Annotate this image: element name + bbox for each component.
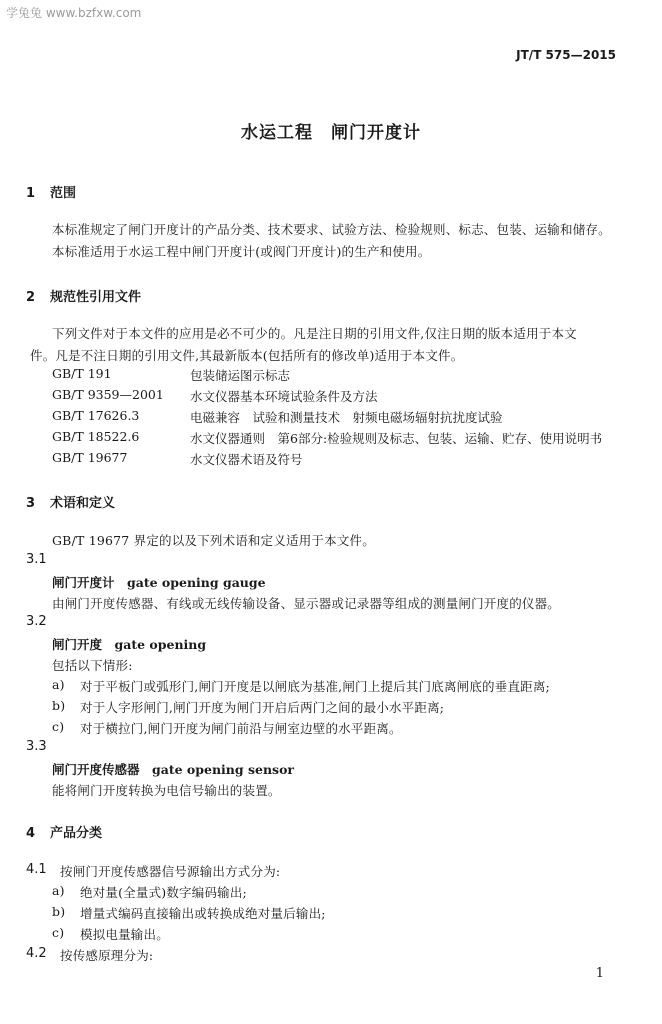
term-heading: 闸门开度传感器 gate opening sensor xyxy=(52,762,295,777)
section-2-paragraph-line-1: 下列文件对于本文件的应用是必不可少的。凡是注日期的引用文件,仅注日期的版本适用于本文 xyxy=(52,326,577,341)
list-item-text: 模拟电量输出。 xyxy=(80,927,169,942)
list-item-mark: b) xyxy=(52,698,66,713)
clause-text: 按传感原理分为: xyxy=(60,948,154,963)
clause-number: 4.2 xyxy=(26,946,47,961)
section-4-heading xyxy=(26,822,102,841)
term-definition: 能将闸门开度转换为电信号输出的装置。 xyxy=(52,783,281,798)
section-title: 范围 xyxy=(50,186,77,201)
reference-title: 水文仪器基本环境试验条件及方法 xyxy=(190,389,378,404)
reference-code: GB/T 19677 xyxy=(52,450,128,465)
reference-code: GB/T 17626.3 xyxy=(52,408,140,423)
list-item-text: 对于平板门或弧形门,闸门开度是以闸底为基准,闸门上提后其门底离闸底的垂直距离; xyxy=(80,679,550,694)
term-heading: 闸门开度计 gate opening gauge xyxy=(52,575,266,590)
reference-title: 包装储运图示标志 xyxy=(190,368,291,383)
reference-title: 水文仪器术语及符号 xyxy=(190,452,303,467)
section-title: 产品分类 xyxy=(50,826,103,841)
list-item-mark: b) xyxy=(52,904,66,919)
term-heading: 闸门开度 gate opening xyxy=(52,637,207,652)
watermark: 学兔兔 www.bzfxw.com xyxy=(6,6,142,20)
list-item-mark: c) xyxy=(52,925,65,940)
page-number: 1 xyxy=(595,966,604,981)
clause-number: 3.1 xyxy=(26,552,47,567)
section-title: 术语和定义 xyxy=(50,496,116,511)
clause-number: 4.1 xyxy=(26,862,47,877)
list-item-text: 绝对量(全量式)数字编码输出; xyxy=(80,885,247,900)
section-3-intro: GB/T 19677 界定的以及下列术语和定义适用于本文件。 xyxy=(52,533,375,548)
reference-title: 电磁兼容 试验和测量技术 射频电磁场辐射抗扰度试验 xyxy=(190,410,503,425)
reference-code: GB/T 191 xyxy=(52,366,112,381)
section-2-paragraph-line-2: 件。凡是不注日期的引用文件,其最新版本(包括所有的修改单)适用于本文件。 xyxy=(30,348,464,363)
section-1-paragraph-1: 本标准规定了闸门开度计的产品分类、技术要求、试验方法、检验规则、标志、包装、运输和储存。 xyxy=(52,222,611,237)
section-1-heading xyxy=(26,182,76,201)
term-definition: 包括以下情形: xyxy=(52,658,133,673)
reference-code: GB/T 18522.6 xyxy=(52,429,140,444)
reference-title: 水文仪器通则 第6部分:检验规则及标志、包装、运输、贮存、使用说明书 xyxy=(190,431,603,446)
list-item-mark: c) xyxy=(52,719,65,734)
reference-code: GB/T 9359—2001 xyxy=(52,387,164,402)
term-definition: 由闸门开度传感器、有线或无线传输设备、显示器或记录器等组成的测量闸门开度的仪器。 xyxy=(52,596,561,611)
section-2-heading xyxy=(26,286,141,305)
clause-text: 按闸门开度传感器信号源输出方式分为: xyxy=(60,864,281,879)
standard-code: JT/T 575—2015 xyxy=(516,48,616,62)
list-item-text: 增量式编码直接输出或转换成绝对量后输出; xyxy=(80,906,326,921)
list-item-mark: a) xyxy=(52,883,65,898)
list-item-text: 对于人字形闸门,闸门开度为闸门开启后两门之间的最小水平距离; xyxy=(80,700,445,715)
section-1-paragraph-2: 本标准适用于水运工程中闸门开度计(或阀门开度计)的生产和使用。 xyxy=(52,244,431,259)
clause-number: 3.3 xyxy=(26,739,47,754)
section-3-heading xyxy=(26,492,115,511)
section-number: 4 xyxy=(26,826,36,841)
section-number: 1 xyxy=(26,186,36,201)
list-item-mark: a) xyxy=(52,677,65,692)
section-number: 2 xyxy=(26,290,36,305)
section-title: 规范性引用文件 xyxy=(50,290,142,305)
clause-number: 3.2 xyxy=(26,614,47,629)
section-number: 3 xyxy=(26,496,36,511)
document-title: 水运工程 闸门开度计 xyxy=(241,123,421,143)
list-item-text: 对于横拉门,闸门开度为闸门前沿与闸室边壁的水平距离。 xyxy=(80,721,402,736)
